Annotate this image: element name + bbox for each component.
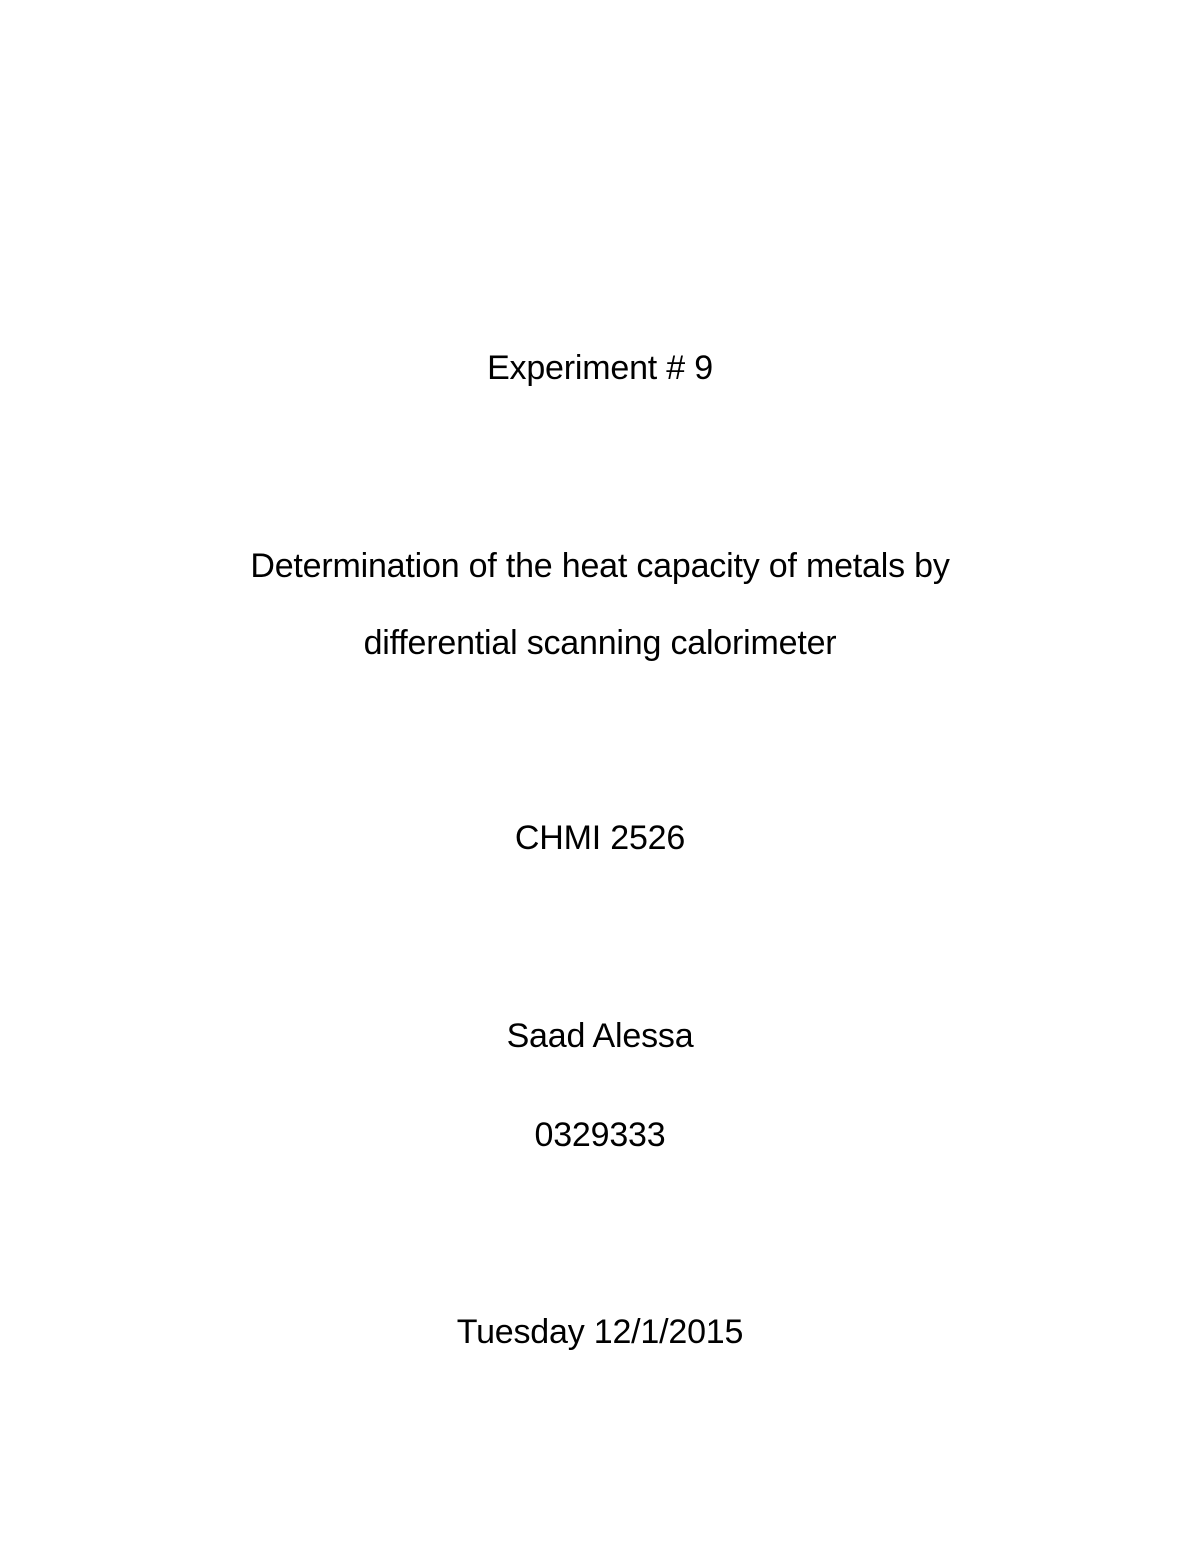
experiment-number: Experiment # 9 <box>487 349 713 387</box>
course-code: CHMI 2526 <box>514 819 686 857</box>
title-line-2: differential scanning calorimeter <box>363 624 837 662</box>
student-id: 0329333 <box>534 1116 666 1154</box>
author-name: Saad Alessa <box>506 1017 694 1055</box>
submission-date: Tuesday 12/1/2015 <box>456 1313 744 1351</box>
title-line-1: Determination of the heat capacity of metals by <box>250 547 950 585</box>
